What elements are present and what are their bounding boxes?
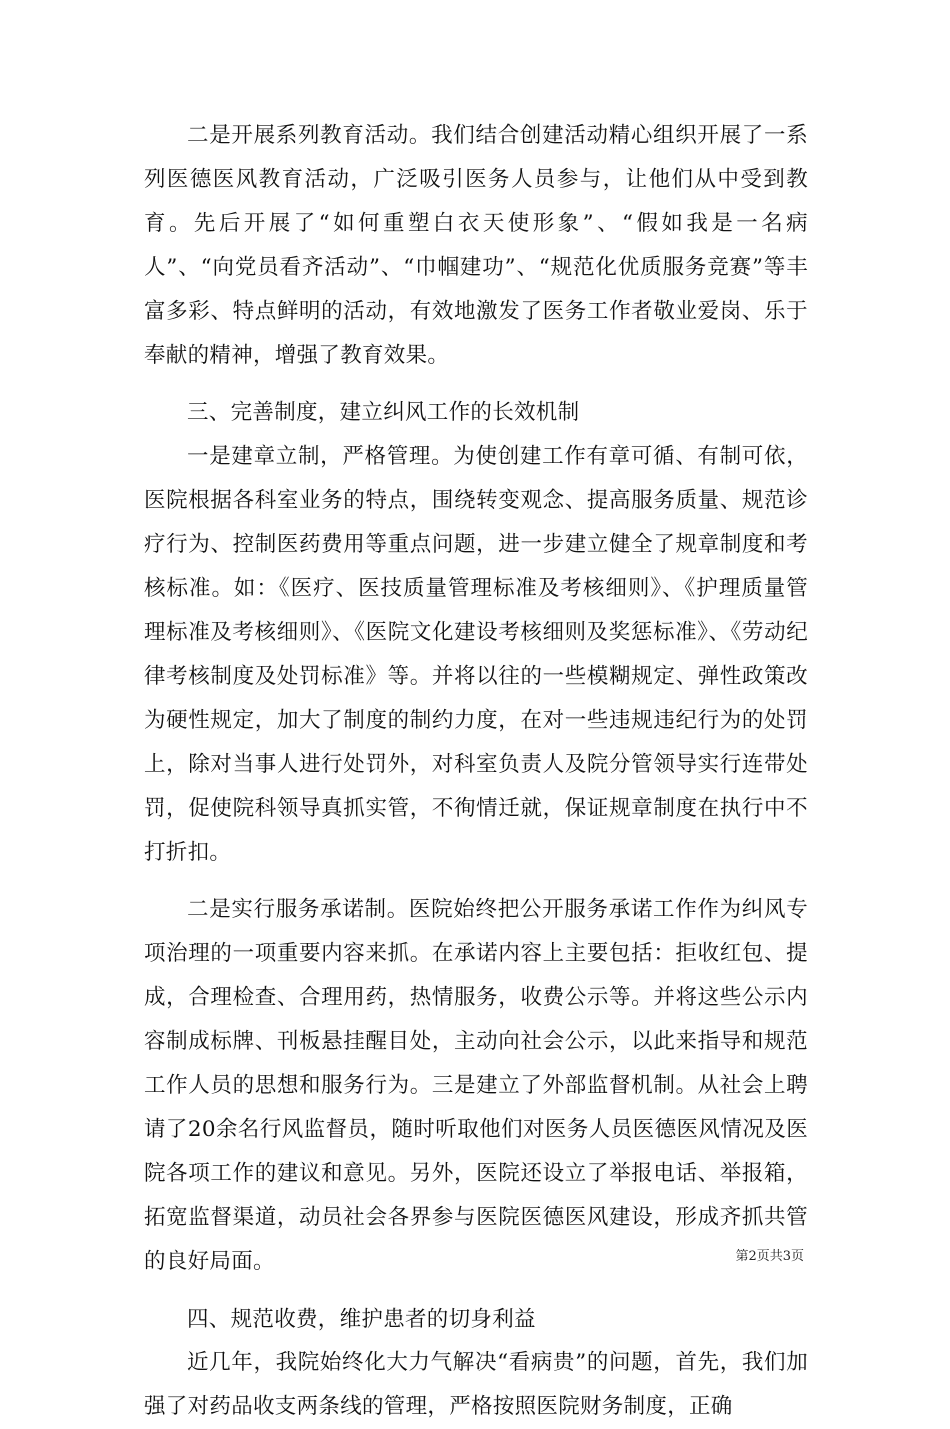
section-heading-system: 三、完善制度，建立纠风工作的长效机制 — [187, 400, 580, 426]
paragraph-medical-costs: 近几年，我院始终化大力气解决“看病贵”的问题，首先，我们加强了对药品收支两条线的管理，严格按照医院财务制度，正确 — [144, 1350, 808, 1420]
paragraph-service-commitment: 二是实行服务承诺制。医院始终把公开服务承诺工作作为纠风专项治理的一项重要内容来抓。在承诺内容上主要包括：拒收红包、提成，合理检查、合理用药，热情服务，收费公示等。并将这些公示内容制成标牌、刊板悬挂醒目处，主动向社会公示，以此来指导和规范工作人员的思想和服务行为。三是建立了外部监督机制。从社会上聘请了20余名行风监督员，随时听取他们对医务人员医德医风情况及医院各项工作的建议和意见。另外，医院还设立了举报电话、举报箱，拓宽监督渠道，动员社会各界参与医院医德医风建设，形成齐抓共管的良好局面。 — [144, 897, 808, 1274]
document-body — [144, 114, 808, 1429]
paragraph-regulations: 一是建章立制，严格管理。为使创建工作有章可循、有制可依，医院根据各科室业务的特点，围绕转变观念、提高服务质量、规范诊疗行为、控制医药费用等重点问题，进一步建立健全了规章制度和考核标准。如：《医疗、医技质量管理标准及考核细则》、《护理质量管理标准及考核细则》、《医院文化建设考核细则及奖惩标准》、《劳动纪律考核制度及处罚标准》等。并将以往的一些模糊规定、弹性政策改为硬性规定，加大了制度的制约力度，在对一些违规违纪行为的处罚上，除对当事人进行处罚外，对科室负责人及院分管领导实行连带处罚，促使院科领导真抓实管，不徇情迁就，保证规章制度在执行中不打折扣。 — [144, 444, 808, 865]
section-heading-fees: 四、规范收费，维护患者的切身利益 — [187, 1306, 536, 1332]
paragraph-education-activities: 二是开展系列教育活动。我们结合创建活动精心组织开展了一系列医德医风教育活动，广泛吸引医务人员参与，让他们从中受到教育。先后开展了“如何重塑白衣天使形象”、“假如我是一名病人”、“向党员看齐活动”、“巾帼建功”、“规范化优质服务竞赛”等丰富多彩、特点鲜明的活动，有效地激发了医务工作者敬业爱岗、乐于奉献的精神，增强了教育效果。 — [144, 123, 808, 368]
page-number: 第2页共3页 — [735, 1249, 804, 1264]
